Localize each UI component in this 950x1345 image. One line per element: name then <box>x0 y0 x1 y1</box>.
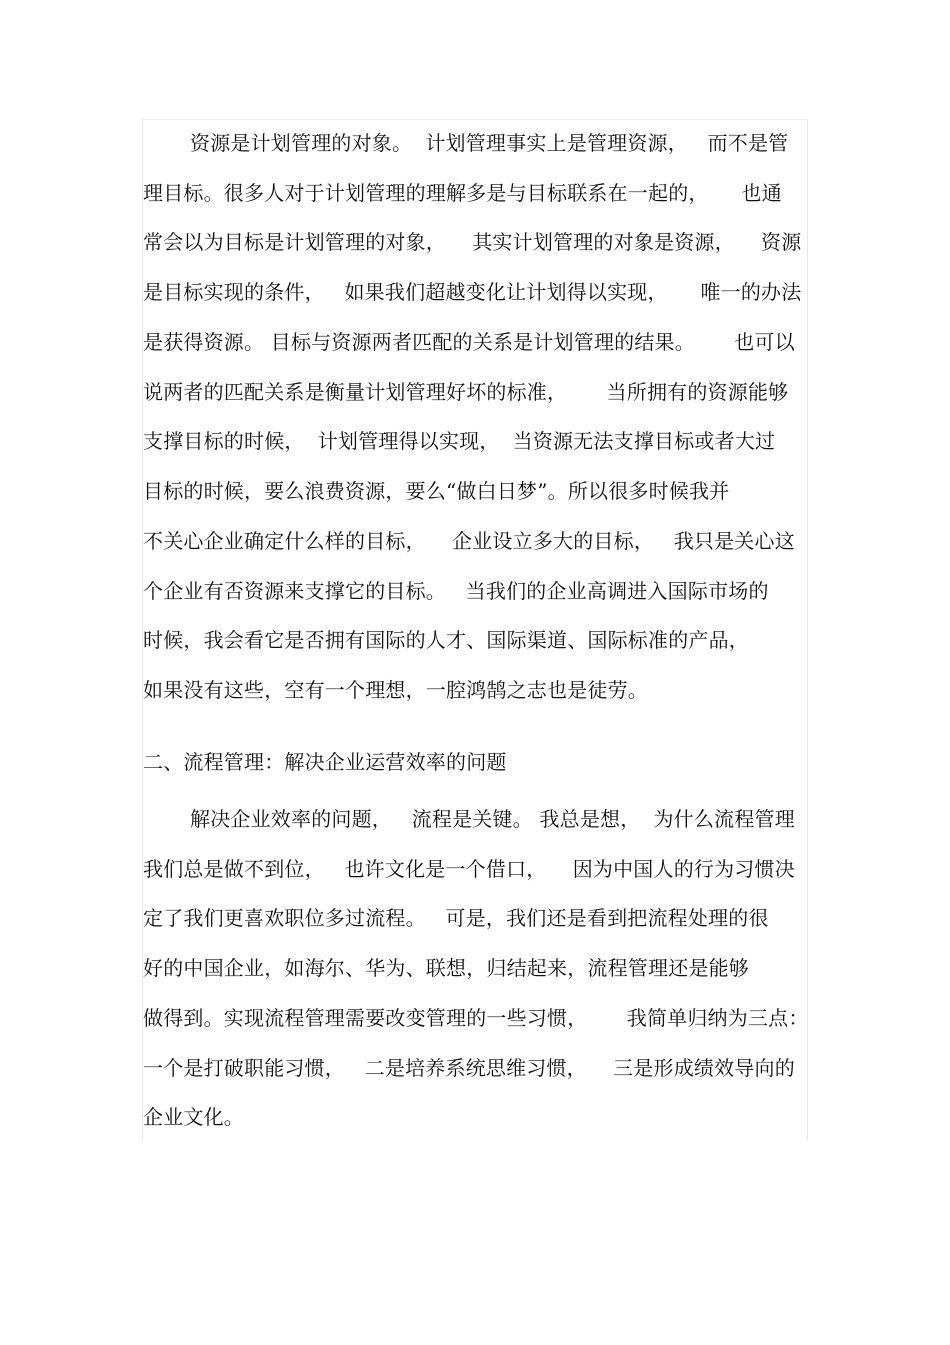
paragraph-1-line-5: 是获得资源。 目标与资源两者匹配的关系是计划管理的结果。 也可以 <box>143 330 795 354</box>
paragraph-1-line-6: 说两者的匹配关系是衡量计划管理好坏的标准， 当所拥有的资源能够 <box>143 380 789 404</box>
paragraph-1-line-10: 个企业有否资源来支撑它的目标。 当我们的企业高调进入国际市场的 <box>143 579 769 603</box>
paragraph-2-line-1: 解决企业效率的问题， 流程是关键。 我总是想， 为什么流程管理 <box>190 807 795 831</box>
paragraph-1-line-9: 不关心企业确定什么样的目标， 企业设立多大的目标， 我只是关心这 <box>143 529 795 553</box>
paragraph-1-line-8: 目标的时候，要么浪费资源，要么“做白日梦”。所以很多时候我并 <box>143 479 730 503</box>
paragraph-2-line-3: 定了我们更喜欢职位多过流程。 可是，我们还是看到把流程处理的很 <box>143 906 769 930</box>
section-heading: 二、流程管理：解决企业运营效率的问题 <box>143 750 507 774</box>
paragraph-1-line-2: 理目标。很多人对于计划管理的理解多是与目标联系在一起的， 也通 <box>143 181 782 205</box>
paragraph-2-line-2: 我们总是做不到位， 也许文化是一个借口， 因为中国人的行为习惯决 <box>143 857 795 881</box>
paragraph-2-line-4: 好的中国企业，如海尔、华为、联想，归结起来，流程管理还是能够 <box>143 956 749 980</box>
paragraph-1-line-12: 如果没有这些，空有一个理想，一腔鸿鹄之志也是徒劳。 <box>143 678 648 702</box>
paragraph-2-line-7: 企业文化。 <box>143 1105 244 1129</box>
paragraph-2-line-6: 一个是打破职能习惯， 二是培养系统思维习惯， 三是形成绩效导向的 <box>143 1056 795 1080</box>
paragraph-1-line-3: 常会以为目标是计划管理的对象， 其实计划管理的对象是资源， 资源 <box>143 230 802 254</box>
paragraph-1-line-4: 是目标实现的条件， 如果我们超越变化让计划得以实现， 唯一的办法 <box>143 280 802 304</box>
paragraph-2-line-5: 做得到。实现流程管理需要改变管理的一些习惯， 我简单归纳为三点： <box>143 1006 809 1030</box>
paragraph-1-line-7: 支撑目标的时候， 计划管理得以实现， 当资源无法支撑目标或者大过 <box>143 429 776 453</box>
paragraph-1-line-11: 时候，我会看它是否拥有国际的人才、国际渠道、国际标准的产品， <box>143 628 749 652</box>
paragraph-1-line-1: 资源是计划管理的对象。 计划管理事实上是管理资源， 而不是管 <box>190 131 789 155</box>
